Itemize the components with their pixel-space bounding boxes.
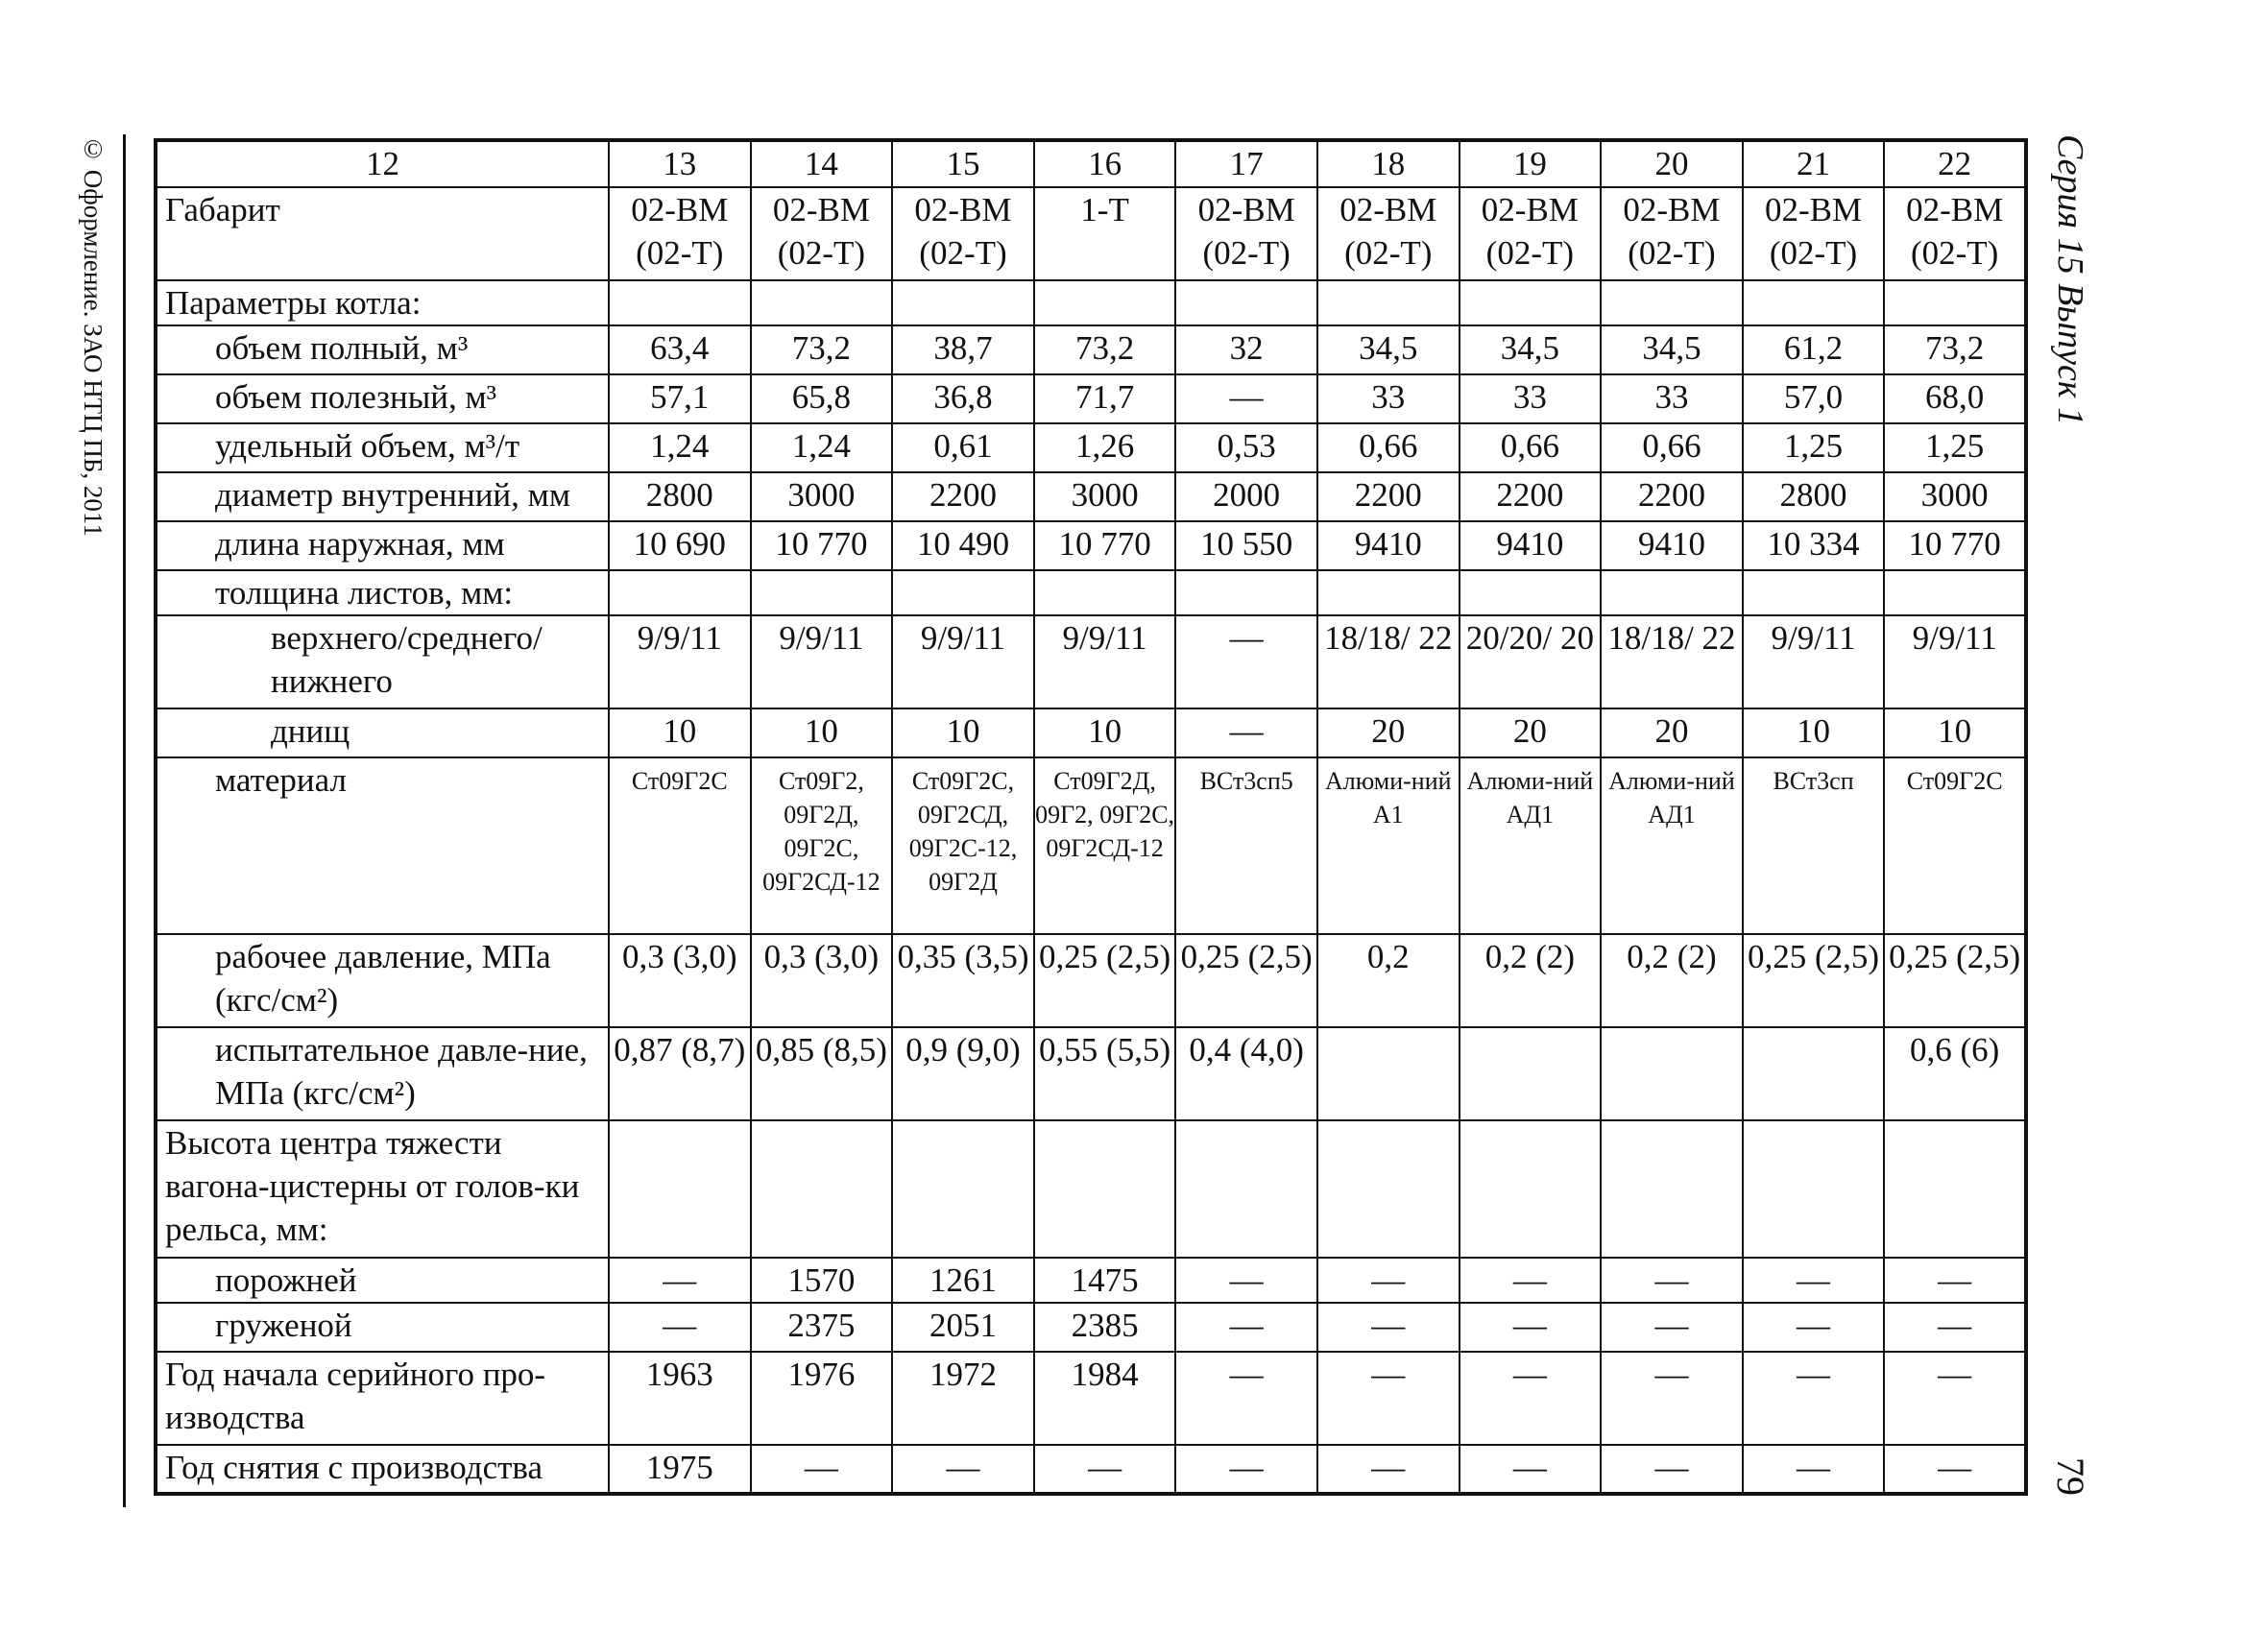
value-cell: Алюми-ний А1: [1317, 757, 1460, 934]
value-cell: [1601, 1027, 1743, 1120]
value-cell: —: [1743, 1303, 1885, 1352]
value-cell: 3000: [1034, 472, 1176, 521]
row-label: верхнего/среднего/ нижнего: [156, 615, 609, 708]
value-cell: 0,61: [892, 423, 1034, 472]
value-cell: 0,2 (2): [1460, 934, 1602, 1027]
table-row: [156, 934, 2026, 1027]
value-cell: 10 770: [751, 521, 893, 570]
value-cell: 10 770: [1884, 521, 2026, 570]
value-cell: 0,66: [1460, 423, 1602, 472]
value-cell: [892, 280, 1034, 325]
value-cell: [1175, 570, 1317, 615]
value-cell: 9/9/11: [1034, 615, 1176, 708]
value-cell: [1743, 1027, 1885, 1120]
value-cell: 32: [1175, 325, 1317, 374]
value-cell: 9410: [1601, 521, 1743, 570]
value-cell: 10 550: [1175, 521, 1317, 570]
value-cell: 0,66: [1601, 423, 1743, 472]
header-cell: 16: [1034, 140, 1176, 187]
value-cell: 1261: [892, 1258, 1034, 1303]
value-cell: —: [1743, 1352, 1885, 1445]
value-cell: —: [1317, 1352, 1460, 1445]
value-cell: 10 690: [609, 521, 751, 570]
value-cell: ВСт3сп5: [1175, 757, 1317, 934]
value-cell: —: [1884, 1303, 2026, 1352]
page-number: 79: [2049, 1457, 2092, 1496]
value-cell: 02-ВМ (02-Т): [1743, 187, 1885, 280]
row-label: Параметры котла:: [156, 280, 609, 325]
value-cell: Алюми-ний АД1: [1460, 757, 1602, 934]
value-cell: 02-ВМ (02-Т): [892, 187, 1034, 280]
value-cell: 0,55 (5,5): [1034, 1027, 1176, 1120]
value-cell: 20/20/ 20: [1460, 615, 1602, 708]
value-cell: 2385: [1034, 1303, 1176, 1352]
value-cell: —: [1175, 1352, 1317, 1445]
value-cell: 71,7: [1034, 374, 1176, 423]
value-cell: —: [1601, 1352, 1743, 1445]
value-cell: 68,0: [1884, 374, 2026, 423]
value-cell: 0,53: [1175, 423, 1317, 472]
value-cell: 9/9/11: [1743, 615, 1885, 708]
value-cell: 0,25 (2,5): [1175, 934, 1317, 1027]
row-label: порожней: [156, 1258, 609, 1303]
value-cell: 10 334: [1743, 521, 1885, 570]
value-cell: 61,2: [1743, 325, 1885, 374]
value-cell: 2375: [751, 1303, 893, 1352]
value-cell: —: [1317, 1445, 1460, 1494]
table-row: [156, 615, 2026, 708]
value-cell: —: [609, 1258, 751, 1303]
value-cell: 02-ВМ (02-Т): [609, 187, 751, 280]
table-row: [156, 1352, 2026, 1445]
value-cell: 10: [1743, 708, 1885, 757]
value-cell: 0,3 (3,0): [751, 934, 893, 1027]
value-cell: Ст09Г2С: [1884, 757, 2026, 934]
header-cell: 17: [1175, 140, 1317, 187]
value-cell: [892, 1120, 1034, 1258]
header-cell: 21: [1743, 140, 1885, 187]
value-cell: 73,2: [1884, 325, 2026, 374]
value-cell: Ст09Г2С: [609, 757, 751, 934]
value-cell: —: [1601, 1258, 1743, 1303]
value-cell: 1984: [1034, 1352, 1176, 1445]
table-row: [156, 1303, 2026, 1352]
row-label: Высота центра тяжести вагона-цистерны от голов-ки рельса, мм:: [156, 1120, 609, 1258]
value-cell: —: [1034, 1445, 1176, 1494]
value-cell: 2200: [1317, 472, 1460, 521]
value-cell: Алюми-ний АД1: [1601, 757, 1743, 934]
value-cell: [1743, 280, 1885, 325]
value-cell: [1317, 1120, 1460, 1258]
value-cell: 2000: [1175, 472, 1317, 521]
table-row: [156, 521, 2026, 570]
value-cell: —: [1460, 1445, 1602, 1494]
value-cell: 0,2 (2): [1601, 934, 1743, 1027]
value-cell: [1034, 1120, 1176, 1258]
copyright-note: © Оформление. ЗАО НТЦ ПБ, 2011: [79, 134, 108, 537]
value-cell: —: [1601, 1445, 1743, 1494]
table-row: [156, 472, 2026, 521]
value-cell: —: [1317, 1258, 1460, 1303]
value-cell: 1,26: [1034, 423, 1176, 472]
value-cell: 34,5: [1601, 325, 1743, 374]
value-cell: 1975: [609, 1445, 751, 1494]
value-cell: —: [751, 1445, 893, 1494]
value-cell: 10: [751, 708, 893, 757]
value-cell: 0,25 (2,5): [1884, 934, 2026, 1027]
value-cell: 36,8: [892, 374, 1034, 423]
value-cell: 0,35 (3,5): [892, 934, 1034, 1027]
value-cell: —: [1601, 1303, 1743, 1352]
value-cell: 02-ВМ (02-Т): [1175, 187, 1317, 280]
value-cell: [751, 1120, 893, 1258]
value-cell: [1460, 570, 1602, 615]
value-cell: 1,24: [609, 423, 751, 472]
value-cell: 1,25: [1884, 423, 2026, 472]
value-cell: [1317, 1027, 1460, 1120]
value-cell: 1-Т: [1034, 187, 1176, 280]
value-cell: 2200: [1601, 472, 1743, 521]
value-cell: 0,9 (9,0): [892, 1027, 1034, 1120]
header-cell: 22: [1884, 140, 2026, 187]
row-label: материал: [156, 757, 609, 934]
value-cell: 33: [1317, 374, 1460, 423]
value-cell: ВСт3сп: [1743, 757, 1885, 934]
header-cell: 14: [751, 140, 893, 187]
series-label: [2043, 134, 2097, 1526]
table-row: [156, 570, 2026, 615]
value-cell: 33: [1460, 374, 1602, 423]
value-cell: —: [1175, 1303, 1317, 1352]
value-cell: 18/18/ 22: [1317, 615, 1460, 708]
value-cell: 0,25 (2,5): [1743, 934, 1885, 1027]
row-label: толщина листов, мм:: [156, 570, 609, 615]
value-cell: 2051: [892, 1303, 1034, 1352]
value-cell: 02-ВМ (02-Т): [1460, 187, 1602, 280]
row-label: удельный объем, м³/т: [156, 423, 609, 472]
row-label: Год начала серийного про-изводства: [156, 1352, 609, 1445]
value-cell: Ст09Г2Д, 09Г2, 09Г2С, 09Г2СД-12: [1034, 757, 1176, 934]
value-cell: —: [1884, 1352, 2026, 1445]
value-cell: 33: [1601, 374, 1743, 423]
value-cell: [609, 1120, 751, 1258]
value-cell: [609, 570, 751, 615]
header-cell: 15: [892, 140, 1034, 187]
value-cell: 9/9/11: [609, 615, 751, 708]
value-cell: 1570: [751, 1258, 893, 1303]
row-label: Габарит: [156, 187, 609, 280]
value-cell: [1317, 280, 1460, 325]
header-cell: 18: [1317, 140, 1460, 187]
row-label: груженой: [156, 1303, 609, 1352]
row-label: длина наружная, мм: [156, 521, 609, 570]
value-cell: 9/9/11: [892, 615, 1034, 708]
value-cell: [1175, 280, 1317, 325]
value-cell: 1972: [892, 1352, 1034, 1445]
table-row: [156, 1120, 2026, 1258]
row-label: испытательное давле-ние, МПа (кгс/см²): [156, 1027, 609, 1120]
header-cell: 19: [1460, 140, 1602, 187]
table-body: [156, 140, 2026, 1494]
value-cell: 9/9/11: [751, 615, 893, 708]
value-cell: 34,5: [1460, 325, 1602, 374]
row-label: объем полезный, м³: [156, 374, 609, 423]
value-cell: 20: [1601, 708, 1743, 757]
value-cell: —: [1743, 1258, 1885, 1303]
value-cell: —: [1175, 1445, 1317, 1494]
value-cell: [1601, 280, 1743, 325]
value-cell: 02-ВМ (02-Т): [751, 187, 893, 280]
value-cell: 0,6 (6): [1884, 1027, 2026, 1120]
value-cell: [892, 570, 1034, 615]
margin-rule: [123, 134, 126, 1507]
value-cell: 10 770: [1034, 521, 1176, 570]
value-cell: 1475: [1034, 1258, 1176, 1303]
value-cell: —: [609, 1303, 751, 1352]
row-label: диаметр внутренний, мм: [156, 472, 609, 521]
value-cell: [1601, 1120, 1743, 1258]
value-cell: —: [1884, 1445, 2026, 1494]
value-cell: —: [1175, 615, 1317, 708]
value-cell: 2800: [609, 472, 751, 521]
value-cell: 0,2: [1317, 934, 1460, 1027]
value-cell: —: [1175, 374, 1317, 423]
wagon-spec-table: [154, 138, 2028, 1496]
value-cell: [1460, 1027, 1602, 1120]
table-row: [156, 280, 2026, 325]
value-cell: [1884, 280, 2026, 325]
value-cell: [1317, 570, 1460, 615]
table-row: [156, 423, 2026, 472]
value-cell: 2200: [892, 472, 1034, 521]
value-cell: 0,3 (3,0): [609, 934, 751, 1027]
series-title: Серия 15 Выпуск 1: [2050, 134, 2090, 426]
value-cell: [1743, 1120, 1885, 1258]
value-cell: [751, 280, 893, 325]
table-row: [156, 1445, 2026, 1494]
value-cell: [1884, 570, 2026, 615]
value-cell: —: [892, 1445, 1034, 1494]
header-cell: 12: [156, 140, 609, 187]
value-cell: 02-ВМ (02-Т): [1884, 187, 2026, 280]
value-cell: [1034, 280, 1176, 325]
row-label: рабочее давление, МПа (кгс/см²): [156, 934, 609, 1027]
value-cell: 2200: [1460, 472, 1602, 521]
value-cell: 20: [1460, 708, 1602, 757]
value-cell: [609, 280, 751, 325]
value-cell: —: [1175, 708, 1317, 757]
table-row: [156, 708, 2026, 757]
value-cell: 02-ВМ (02-Т): [1317, 187, 1460, 280]
value-cell: [1460, 1120, 1602, 1258]
value-cell: [751, 570, 893, 615]
value-cell: 0,25 (2,5): [1034, 934, 1176, 1027]
value-cell: 0,85 (8,5): [751, 1027, 893, 1120]
value-cell: 38,7: [892, 325, 1034, 374]
value-cell: 63,4: [609, 325, 751, 374]
value-cell: —: [1460, 1303, 1602, 1352]
value-cell: 10: [1884, 708, 2026, 757]
table-row: [156, 1027, 2026, 1120]
value-cell: 10 490: [892, 521, 1034, 570]
value-cell: 9410: [1317, 521, 1460, 570]
value-cell: 0,4 (4,0): [1175, 1027, 1317, 1120]
value-cell: 20: [1317, 708, 1460, 757]
value-cell: [1460, 280, 1602, 325]
value-cell: —: [1460, 1258, 1602, 1303]
table-row: [156, 187, 2026, 280]
value-cell: 10: [1034, 708, 1176, 757]
value-cell: 0,87 (8,7): [609, 1027, 751, 1120]
value-cell: 10: [609, 708, 751, 757]
value-cell: 57,1: [609, 374, 751, 423]
value-cell: 2800: [1743, 472, 1885, 521]
value-cell: 1,25: [1743, 423, 1885, 472]
value-cell: 9/9/11: [1884, 615, 2026, 708]
value-cell: 57,0: [1743, 374, 1885, 423]
value-cell: [1743, 570, 1885, 615]
header-row: [156, 140, 2026, 187]
value-cell: 10: [892, 708, 1034, 757]
table-row: [156, 757, 2026, 934]
value-cell: —: [1317, 1303, 1460, 1352]
value-cell: 18/18/ 22: [1601, 615, 1743, 708]
table-row: [156, 1258, 2026, 1303]
value-cell: Ст09Г2, 09Г2Д, 09Г2С, 09Г2СД-12: [751, 757, 893, 934]
value-cell: 1963: [609, 1352, 751, 1445]
table-row: [156, 374, 2026, 423]
value-cell: 02-ВМ (02-Т): [1601, 187, 1743, 280]
value-cell: 34,5: [1317, 325, 1460, 374]
value-cell: Ст09Г2С, 09Г2СД, 09Г2С-12, 09Г2Д: [892, 757, 1034, 934]
value-cell: [1175, 1120, 1317, 1258]
value-cell: —: [1460, 1352, 1602, 1445]
value-cell: 0,66: [1317, 423, 1460, 472]
table-row: [156, 325, 2026, 374]
value-cell: —: [1175, 1258, 1317, 1303]
value-cell: 65,8: [751, 374, 893, 423]
row-label: днищ: [156, 708, 609, 757]
value-cell: [1034, 570, 1176, 615]
row-label: Год снятия с производства: [156, 1445, 609, 1494]
value-cell: [1601, 570, 1743, 615]
value-cell: 3000: [1884, 472, 2026, 521]
value-cell: 1,24: [751, 423, 893, 472]
value-cell: [1884, 1120, 2026, 1258]
value-cell: —: [1884, 1258, 2026, 1303]
row-label: объем полный, м³: [156, 325, 609, 374]
value-cell: 9410: [1460, 521, 1602, 570]
value-cell: 73,2: [751, 325, 893, 374]
value-cell: 1976: [751, 1352, 893, 1445]
header-cell: 13: [609, 140, 751, 187]
header-cell: 20: [1601, 140, 1743, 187]
value-cell: —: [1743, 1445, 1885, 1494]
value-cell: 73,2: [1034, 325, 1176, 374]
value-cell: 3000: [751, 472, 893, 521]
